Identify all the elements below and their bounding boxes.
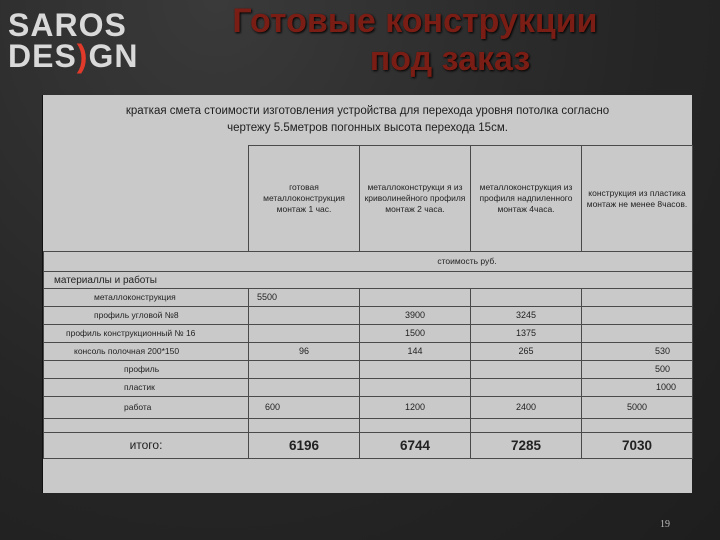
section-row xyxy=(44,272,693,289)
page-number: 19 xyxy=(660,519,670,530)
logo-line-2: DES)GN xyxy=(8,38,139,74)
table-row: профиль 500 xyxy=(44,361,693,379)
saros-design-logo xyxy=(8,7,139,74)
table-header-row xyxy=(44,146,693,252)
title-line-1: Готовые конструкции xyxy=(232,2,598,40)
table-row: металлоконструкция 5500 xyxy=(44,289,693,307)
title-line-2: под заказ xyxy=(369,40,531,78)
table-row: работа 600 1200 2400 5000 xyxy=(44,397,693,419)
estimate-caption: краткая смета стоимости изготовления устройства для перехода уровня потолка согласно чертежу 5.5метров погонных высота перехода 15см. xyxy=(125,105,610,134)
header-cell: конструкция из пластика монтаж не менее 8часов. xyxy=(582,146,693,252)
header-cell: металлоконструкция из профиля надпиленного монтаж 4часа. xyxy=(471,146,582,252)
estimate-table xyxy=(43,145,693,459)
header-cell: металлоконструкци я из криволинейного профиля монтаж 2 часа. xyxy=(360,146,471,252)
table-row: консоль полочная 200*150 96 144 265 530 xyxy=(44,343,693,361)
estimate-sheet xyxy=(43,95,692,493)
header-cell: готовая металлоконструкция монтаж 1 час. xyxy=(249,146,360,252)
slide-title xyxy=(200,2,630,78)
total-value: 6744 xyxy=(360,433,471,459)
logo-line-1: SAROS xyxy=(8,7,127,43)
section-label: материаллы и работы xyxy=(44,272,693,289)
total-label: итого: xyxy=(44,433,249,459)
total-value: 7285 xyxy=(471,433,582,459)
table-row: профиль угловой №8 3900 3245 xyxy=(44,307,693,325)
total-value: 6196 xyxy=(249,433,360,459)
total-row xyxy=(44,433,693,459)
total-value: 7030 xyxy=(582,433,693,459)
table-row: пластик 1000 xyxy=(44,379,693,397)
spacer-row xyxy=(44,419,693,433)
unit-row xyxy=(44,252,693,272)
unit-label: стоимость руб. xyxy=(44,252,693,272)
table-row: профиль конструкционный № 16 1500 1375 xyxy=(44,325,693,343)
